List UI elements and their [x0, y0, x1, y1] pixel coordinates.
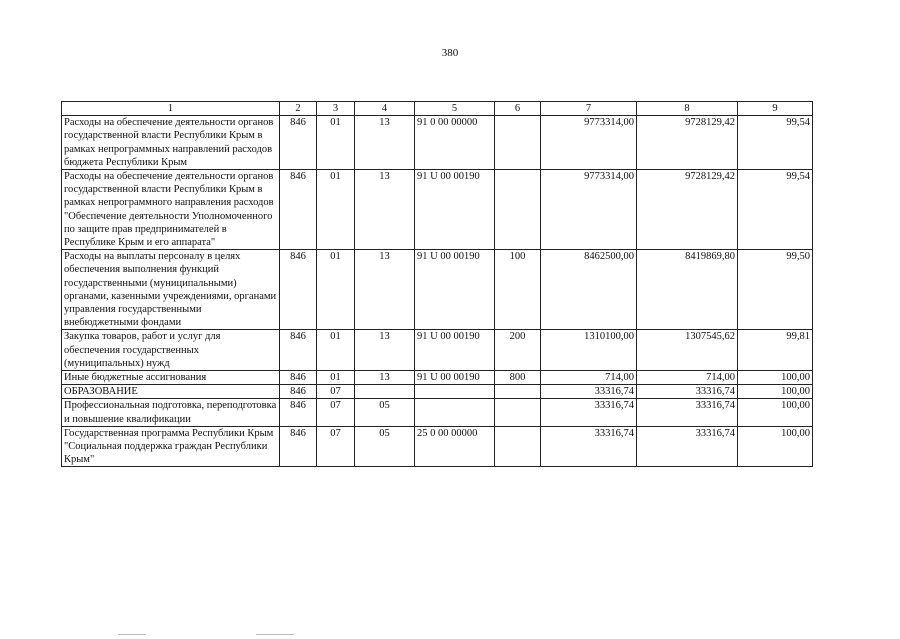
section-cell: 07 [317, 399, 355, 426]
table-row [62, 250, 813, 330]
percent-cell: 99,81 [738, 330, 813, 371]
column-header: 4 [355, 102, 415, 116]
expense-name-cell: ОБРАЗОВАНИЕ [62, 385, 280, 399]
subsection-cell [355, 385, 415, 399]
executed-amount-cell: 9728129,42 [637, 170, 738, 250]
expense-type-cell: 100 [495, 250, 541, 330]
percent-cell: 100,00 [738, 385, 813, 399]
column-header: 1 [62, 102, 280, 116]
subsection-cell: 13 [355, 371, 415, 385]
percent-cell: 99,50 [738, 250, 813, 330]
executed-amount-cell: 33316,74 [637, 426, 738, 467]
planned-amount-cell: 8462500,00 [541, 250, 637, 330]
page-number: 380 [441, 47, 459, 59]
percent-cell: 99,54 [738, 116, 813, 170]
planned-amount-cell: 33316,74 [541, 385, 637, 399]
footer-rule [118, 634, 146, 635]
percent-cell: 100,00 [738, 399, 813, 426]
subsection-cell: 05 [355, 399, 415, 426]
target-article-cell: 91 U 00 00190 [415, 330, 495, 371]
target-article-cell: 91 0 00 00000 [415, 116, 495, 170]
percent-cell: 99,54 [738, 170, 813, 250]
table-row [62, 399, 813, 426]
section-cell: 07 [317, 426, 355, 467]
target-article-cell: 91 U 00 00190 [415, 250, 495, 330]
column-header: 7 [541, 102, 637, 116]
column-header: 6 [495, 102, 541, 116]
section-cell: 07 [317, 385, 355, 399]
section-cell: 01 [317, 371, 355, 385]
percent-cell: 100,00 [738, 371, 813, 385]
expense-name-cell: Иные бюджетные ассигнования [62, 371, 280, 385]
executed-amount-cell: 714,00 [637, 371, 738, 385]
header-row [62, 102, 813, 116]
executed-amount-cell: 33316,74 [637, 399, 738, 426]
target-article-cell: 91 U 00 00190 [415, 371, 495, 385]
planned-amount-cell: 33316,74 [541, 426, 637, 467]
column-header: 5 [415, 102, 495, 116]
expense-name-cell: Расходы на обеспечение деятельности органов государственной власти Республики Крым в рамках непрограммного направления расходов "Обеспечение деятельности Уполномоченного по защите прав предпринимателей в Республике Крым и его аппарата" [62, 170, 280, 250]
section-cell: 01 [317, 330, 355, 371]
ministry-code-cell: 846 [280, 330, 317, 371]
ministry-code-cell: 846 [280, 250, 317, 330]
section-cell: 01 [317, 116, 355, 170]
subsection-cell: 13 [355, 330, 415, 371]
expense-name-cell: Расходы на обеспечение деятельности органов государственной власти Республики Крым в рамках непрограммных направлений расходов бюджета Республики Крым [62, 116, 280, 170]
subsection-cell: 13 [355, 250, 415, 330]
expense-type-cell [495, 116, 541, 170]
expense-type-cell [495, 426, 541, 467]
target-article-cell [415, 399, 495, 426]
executed-amount-cell: 33316,74 [637, 385, 738, 399]
expense-type-cell: 200 [495, 330, 541, 371]
table-row [62, 330, 813, 371]
expense-type-cell [495, 170, 541, 250]
table-row [62, 116, 813, 170]
executed-amount-cell: 1307545,62 [637, 330, 738, 371]
ministry-code-cell: 846 [280, 170, 317, 250]
table-row [62, 426, 813, 467]
expense-type-cell [495, 385, 541, 399]
expense-name-cell: Профессиональная подготовка, переподготовка и повышение квалификации [62, 399, 280, 426]
planned-amount-cell: 9773314,00 [541, 116, 637, 170]
subsection-cell: 13 [355, 170, 415, 250]
ministry-code-cell: 846 [280, 371, 317, 385]
target-article-cell: 91 U 00 00190 [415, 170, 495, 250]
planned-amount-cell: 9773314,00 [541, 170, 637, 250]
column-header: 8 [637, 102, 738, 116]
expense-name-cell: Закупка товаров, работ и услуг для обеспечения государственных (муниципальных) нужд [62, 330, 280, 371]
ministry-code-cell: 846 [280, 426, 317, 467]
executed-amount-cell: 9728129,42 [637, 116, 738, 170]
footer-rule [256, 634, 294, 635]
expense-type-cell: 800 [495, 371, 541, 385]
target-article-cell [415, 385, 495, 399]
column-header: 9 [738, 102, 813, 116]
expense-name-cell: Государственная программа Республики Крым "Социальная поддержка граждан Республики Крым" [62, 426, 280, 467]
target-article-cell: 25 0 00 00000 [415, 426, 495, 467]
expense-type-cell [495, 399, 541, 426]
executed-amount-cell: 8419869,80 [637, 250, 738, 330]
subsection-cell: 13 [355, 116, 415, 170]
subsection-cell: 05 [355, 426, 415, 467]
planned-amount-cell: 1310100,00 [541, 330, 637, 371]
percent-cell: 100,00 [738, 426, 813, 467]
ministry-code-cell: 846 [280, 399, 317, 426]
section-cell: 01 [317, 170, 355, 250]
column-header: 2 [280, 102, 317, 116]
expense-name-cell: Расходы на выплаты персоналу в целях обеспечения выполнения функций государственными (муниципальными) органами, казенными учреждениями, органами управления государственными внебюджетными фондами [62, 250, 280, 330]
planned-amount-cell: 33316,74 [541, 399, 637, 426]
table-row [62, 170, 813, 250]
section-cell: 01 [317, 250, 355, 330]
budget-table [61, 101, 813, 467]
table-row [62, 385, 813, 399]
column-header: 3 [317, 102, 355, 116]
ministry-code-cell: 846 [280, 385, 317, 399]
table-row [62, 371, 813, 385]
ministry-code-cell: 846 [280, 116, 317, 170]
planned-amount-cell: 714,00 [541, 371, 637, 385]
